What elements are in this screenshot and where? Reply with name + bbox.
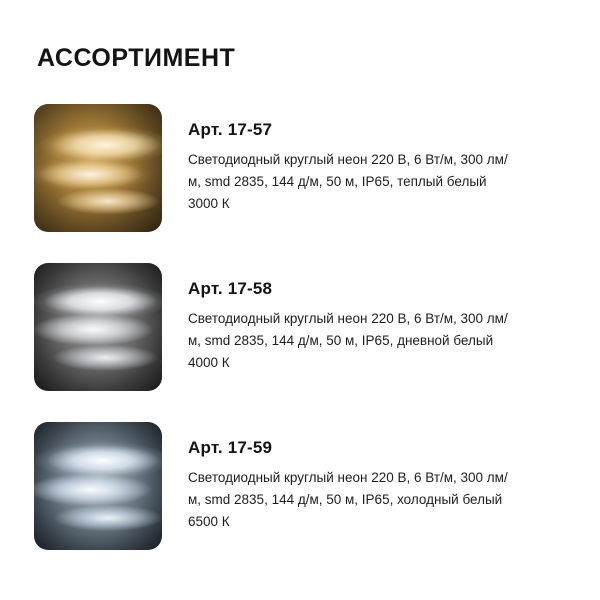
page-title: АССОРТИМЕНТ [37, 44, 236, 72]
list-item [34, 422, 566, 550]
neon-glow-decoration [34, 104, 162, 232]
neon-cold-white-photo [34, 422, 162, 550]
list-item [34, 263, 566, 391]
product-info [188, 104, 518, 215]
product-info [188, 263, 518, 374]
neon-warm-white-photo [34, 104, 162, 232]
product-code: Арт. 17-59 [188, 438, 273, 457]
product-description: Светодиодный круглый неон 220 В, 6 Вт/м, 300 лм/м, smd 2835, 144 д/м, 50 м, IP65, холодный белый 6500 К [188, 470, 508, 529]
product-description: Светодиодный круглый неон 220 В, 6 Вт/м, 300 лм/м, smd 2835, 144 д/м, 50 м, IP65, дневной белый 4000 К [188, 311, 508, 370]
neon-glow-decoration [34, 422, 162, 550]
product-info [188, 422, 518, 533]
product-code: Арт. 17-58 [188, 279, 273, 298]
neon-glow-decoration [34, 263, 162, 391]
neon-day-white-photo [34, 263, 162, 391]
product-code: Арт. 17-57 [188, 120, 273, 139]
product-list [34, 104, 566, 550]
list-item [34, 104, 566, 232]
product-description: Светодиодный круглый неон 220 В, 6 Вт/м, 300 лм/м, smd 2835, 144 д/м, 50 м, IP65, теплый белый 3000 К [188, 152, 508, 211]
